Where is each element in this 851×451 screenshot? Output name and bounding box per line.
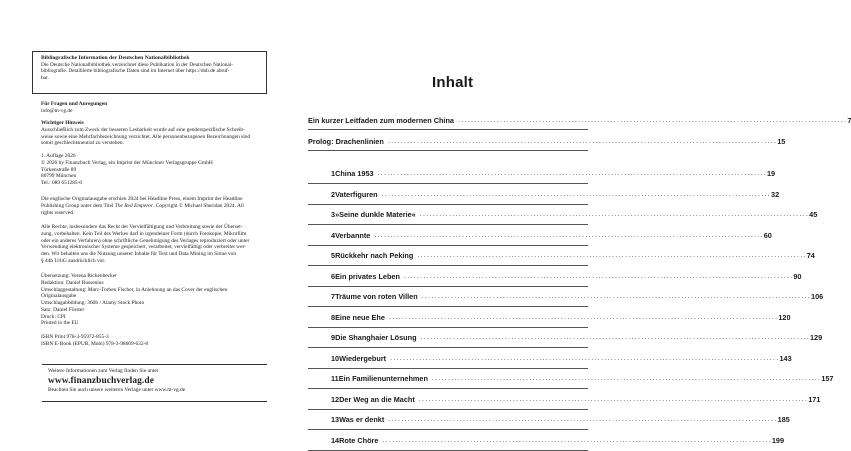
toc-entry-title: Rote Chöre <box>339 436 379 445</box>
notice-block <box>41 120 267 147</box>
toc-page-number: 74 <box>806 251 815 260</box>
toc-chapter-number: 13 <box>331 415 340 424</box>
toc-page-number: 185 <box>777 415 790 424</box>
imprint-page <box>0 0 300 445</box>
toc-leader-dots: ........................................................................................................................ <box>390 355 780 362</box>
toc-leader-dots: ........................................................................................................................ <box>403 273 794 280</box>
toc-leader-dots: ........................................................................................................................ <box>374 232 764 239</box>
toc-separator <box>308 429 588 430</box>
city-line: 80799 München <box>41 173 77 180</box>
toc-page-number: 143 <box>779 354 792 363</box>
toc-entry-title: Ein kurzer Leitfaden zum modernen China <box>308 116 454 125</box>
toc-page-number: 90 <box>793 272 802 281</box>
toc-entry-title: »Seine dunkle Materie« <box>335 210 416 219</box>
toc-chapter-number: 12 <box>331 395 340 404</box>
toc-chapter-entry[interactable] <box>308 291 824 303</box>
credit-line: Printed in the EU <box>41 320 79 327</box>
original-line: Die englische Originalausgabe erschien 2024 bei Headline Press, einem Imprint der Headline <box>41 196 243 202</box>
toc-leader-dots: ........................................................................................................................ <box>431 375 822 382</box>
phone-line: Tel.: 089 651285-0 <box>41 180 83 186</box>
credit-line: Umschlagabbildung: 360b / Alamy Stock Photo <box>41 300 145 306</box>
toc-chapter-entry[interactable] <box>308 209 818 221</box>
toc-entry-title: Träume von roten Villen <box>335 292 418 301</box>
toc-separator <box>308 327 588 328</box>
contents-page <box>300 0 851 445</box>
toc-separator <box>308 409 588 410</box>
toc-chapter-number: 3 <box>331 210 336 219</box>
toc-page-number: 129 <box>809 333 823 342</box>
notice-line: Ausschließlich zum Zweck der besseren Lesbarkeit wurde auf eine genderspezifische Schreib- <box>41 126 245 133</box>
web-intro: Weitere Informationen zum Verlag finden Sie unter <box>48 368 159 374</box>
toc-separator <box>308 245 588 246</box>
toc-entry-title: Der Weg an die Macht <box>339 395 415 404</box>
toc-leader-dots: ........................................................................................................................ <box>388 314 779 321</box>
toc-page-number: 7 <box>847 116 851 125</box>
biblio-line: bar. <box>41 74 49 81</box>
credit-line: Druck: CPI <box>41 313 66 320</box>
credits-block <box>41 273 267 327</box>
toc-page-number: 171 <box>808 395 821 404</box>
toc-page-number: 199 <box>771 436 785 445</box>
rights-line: zung, vorbehalten. Kein Teil des Werkes darf in irgendeiner Form (durch Fotokopie, Mikrofilm <box>41 230 247 237</box>
toc-chapter-number: 4 <box>331 231 336 240</box>
credit-line: Redaktion: Daniel Bussenius <box>41 279 104 286</box>
notice-line: somit geschlechtsneutral zu verstehen. <box>41 140 124 147</box>
toc-chapter-number: 1 <box>331 169 336 178</box>
toc-chapter-number: 2 <box>331 190 336 199</box>
original-post: . Copyright © Michael Sheridan 2024. All <box>152 202 244 209</box>
toc-separator <box>308 347 588 348</box>
edition-line: 1. Auflage 2026 <box>41 153 76 159</box>
toc-chapter-number: 5 <box>331 251 336 260</box>
toc-page-number: 60 <box>763 231 772 240</box>
publisher-web-box <box>42 364 267 402</box>
isbn-print: ISBN Print 978-3-95972-855-3 <box>41 334 109 340</box>
street-line: Türkenstraße 89 <box>41 166 77 173</box>
original-mid: Publishing Group unter dem Titel <box>41 202 115 209</box>
toc-leader-dots: ........................................................................................................................ <box>418 396 809 403</box>
toc-separator <box>308 183 588 184</box>
toc-chapter-entry[interactable] <box>308 435 785 447</box>
toc-entry-title: Ein Familienunternehmen <box>338 374 428 383</box>
toc-entry-title: Vaterfiguren <box>335 190 378 199</box>
toc-chapter-number: 7 <box>331 292 336 301</box>
toc-separator <box>308 306 588 307</box>
toc-chapter-entry[interactable] <box>308 353 792 365</box>
original-line <box>41 203 267 210</box>
toc-separator <box>308 129 588 130</box>
toc-separator <box>308 286 588 287</box>
notice-title: Wichtiger Hinweis <box>41 120 84 126</box>
toc-leader-dots: ........................................................................................................................ <box>419 211 810 218</box>
toc-chapter-number: 14 <box>331 436 340 445</box>
toc-entry-title: Wiedergeburt <box>339 354 387 363</box>
credit-line: Satz: Daniel Förster <box>41 306 85 313</box>
toc-entry-title: China 1953 <box>335 169 374 178</box>
credit-line: Übersetzung: Verena Rickenbecker <box>41 273 117 279</box>
rights-line: oder ein anderes Verfahren) ohne schriftliche Genehmigung des Verlages reproduziert oder unter <box>41 237 250 244</box>
toc-page-number: 120 <box>778 313 791 322</box>
contact-email[interactable]: info@m-vg.de <box>41 107 73 114</box>
toc-entry-title: Eine neue Ehe <box>335 313 385 322</box>
rights-block <box>41 224 267 265</box>
isbn-ebook: ISBN E-Book (EPUB, Mobi) 978-3-98609-632-8 <box>41 340 149 347</box>
bibliographic-info-box <box>32 51 267 94</box>
toc-page-number: 45 <box>809 210 818 219</box>
toc-chapter-entry[interactable] <box>308 332 823 344</box>
toc-chapter-entry[interactable] <box>308 168 776 180</box>
isbn-block <box>41 334 267 348</box>
publisher-block <box>41 153 267 187</box>
toc-chapter-entry[interactable] <box>308 312 791 324</box>
toc-chapter-number: 8 <box>331 313 336 322</box>
toc-entry-title: Verbannte <box>335 231 371 240</box>
notice-line: weise sowie eine Mehrfachbezeichnung verzichtet. Alle personenbezogenen Bezeichnungen sind <box>41 133 251 140</box>
toc-chapter-entry[interactable] <box>308 373 834 385</box>
toc-entry-title: Die Shanghaier Lösung <box>335 333 417 342</box>
original-edition-block <box>41 196 267 216</box>
toc-leader-dots: ........................................................................................................................ <box>417 252 807 259</box>
toc-entry-title: Prolog: Drachenlinien <box>308 137 384 146</box>
toc-leader-dots: ........................................................................................................................ <box>420 334 810 341</box>
original-line: rights reserved. <box>41 209 75 216</box>
toc-leader-dots: ........................................................................................................................ <box>457 117 848 124</box>
toc-chapter-number: 9 <box>331 333 336 342</box>
toc-leader-dots: ........................................................................................................................ <box>387 138 778 145</box>
credit-line: Umschlaggestaltung: Marc-Torben Fischer, in Anlehnung an das Cover der englischen <box>41 286 228 293</box>
rights-line: den. Wir behalten uns die Nutzung unserer Inhalte für Text und Data Mining im Sinne von <box>41 251 237 257</box>
toc-entry-title: Ein privates Leben <box>335 272 400 281</box>
toc-separator <box>308 150 588 151</box>
biblio-line: Die Deutsche Nationalbibliothek verzeichnet diese Publikation in der Deutschen National- <box>41 61 233 68</box>
rights-line: Verwendung elektronischer Systeme gespeichert, verarbeitet, vervielfältigt oder verbreitet wer- <box>41 244 246 251</box>
toc-leader-dots: ........................................................................................................................ <box>381 191 772 198</box>
original-book-title: The Red Emperor <box>114 202 153 209</box>
toc-front-entry[interactable] <box>308 136 786 148</box>
toc-chapter-entry[interactable] <box>308 250 815 262</box>
toc-chapter-entry[interactable] <box>308 394 821 406</box>
toc-separator <box>308 388 588 389</box>
rights-line: § 44b UrhG ausdrücklich vor. <box>41 257 106 264</box>
toc-front-entry[interactable] <box>308 115 851 127</box>
toc-page-number: 19 <box>766 169 776 178</box>
toc-separator <box>308 265 588 266</box>
toc-leader-dots: ........................................................................................................................ <box>421 293 812 300</box>
biblio-line: bibliografie. Detaillierte bibliografische Daten sind im Internet über https://dnb.de abruf- <box>41 68 230 75</box>
contact-title: Für Fragen und Anregungen <box>41 101 108 107</box>
toc-title: Inhalt <box>432 74 474 91</box>
toc-page-number: 15 <box>777 137 786 146</box>
toc-chapter-number: 10 <box>331 354 340 363</box>
toc-chapter-entry[interactable] <box>308 230 772 242</box>
toc-page-number: 32 <box>771 190 780 199</box>
toc-chapter-entry[interactable] <box>308 414 790 426</box>
copyright-line: © 2026 by Finanzbuch Verlag, ein Imprint der Münchner Verlagsgruppe GmbH <box>41 159 213 166</box>
rights-line: Alle Rechte, insbesondere das Recht der Vervielfältigung und Verbreitung sowie der Überset- <box>41 224 243 230</box>
toc-entry-title: Rückkehr nach Peking <box>335 251 414 260</box>
web-outro: Beachten Sie auch unsere weiteren Verlage unter www.m-vg.de <box>48 386 186 393</box>
toc-leader-dots: ........................................................................................................................ <box>382 437 772 444</box>
toc-leader-dots: ........................................................................................................................ <box>388 416 778 423</box>
toc-leader-dots: ........................................................................................................................ <box>377 170 767 177</box>
biblio-title: Bibliografische Information der Deutschen Nationalbibliothek <box>41 55 190 61</box>
toc-entry-title: Was er denkt <box>339 415 385 424</box>
toc-separator <box>308 204 588 205</box>
toc-separator <box>308 224 588 225</box>
toc-page-number: 157 <box>821 374 834 383</box>
toc-chapter-entry[interactable] <box>308 189 780 201</box>
toc-page-number: 106 <box>811 292 824 301</box>
web-url-link[interactable]: www.finanzbuchverlag.de <box>48 375 154 386</box>
toc-chapter-number: 11 <box>331 374 339 383</box>
toc-separator <box>308 368 588 369</box>
credit-line: Originalausgabe <box>41 293 77 300</box>
toc-chapter-number: 6 <box>331 272 336 281</box>
contact-block <box>41 101 267 115</box>
toc-chapter-entry[interactable] <box>308 271 802 283</box>
